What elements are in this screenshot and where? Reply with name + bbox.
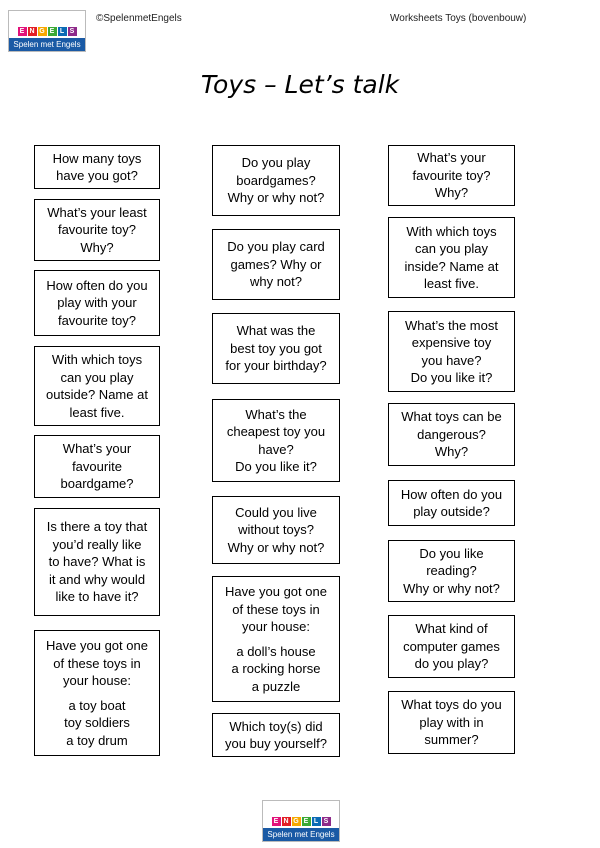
- card-line: it and why would: [48, 571, 146, 587]
- logo-letter: N: [283, 818, 289, 825]
- card-line: have you got?: [56, 168, 138, 183]
- card-line: What’s the most: [405, 317, 498, 333]
- card-line: Why or why not?: [227, 190, 325, 206]
- question-card: [212, 399, 340, 482]
- card-line: Why?: [434, 185, 469, 201]
- card-line: Do you like it?: [235, 459, 317, 474]
- copyright-text: ©SpelenmetEngels: [96, 13, 182, 24]
- logo-tagline: Spelen met Engels: [263, 828, 339, 841]
- card-line: Is there a toy that: [46, 519, 148, 535]
- question-card: [212, 229, 340, 300]
- card-line: why not?: [249, 274, 303, 290]
- card-line: boardgames?: [236, 172, 316, 188]
- card-line: expensive toy: [411, 335, 492, 350]
- logo-letter: N: [29, 28, 35, 35]
- worksheet-label: Worksheets Toys (bovenbouw): [390, 13, 527, 24]
- logo-letter: E: [18, 27, 27, 36]
- question-card: [388, 540, 515, 602]
- card-line: to have? What is: [48, 554, 146, 570]
- card-line: play with in: [419, 714, 484, 730]
- question-card: [388, 217, 515, 298]
- card-line: you’d really like: [52, 536, 142, 552]
- card-line: What toys can be: [401, 409, 502, 425]
- top-logo: [8, 10, 86, 52]
- question-card: [388, 145, 515, 206]
- card-line: Why?: [80, 239, 114, 255]
- question-card: [212, 145, 340, 216]
- question-card: [388, 403, 515, 466]
- card-line: computer games: [403, 638, 500, 654]
- card-line: favourite: [72, 458, 122, 474]
- card-line: inside? Name at: [404, 258, 499, 274]
- card-item: a doll’s house: [236, 643, 316, 659]
- card-line: play with your: [57, 295, 137, 311]
- question-card: [212, 576, 340, 702]
- footer-logo: [262, 800, 340, 842]
- logo-letter: L: [58, 27, 67, 36]
- card-line: your house:: [63, 673, 131, 688]
- card-line: Have you got one: [46, 638, 148, 653]
- card-line: summer?: [424, 732, 479, 748]
- card-line: How often do you: [46, 277, 148, 293]
- question-card: [212, 713, 340, 757]
- card-line: What’s your: [417, 150, 486, 166]
- card-line: without toys?: [238, 522, 314, 538]
- card-line: dangerous?: [417, 426, 486, 442]
- card-line: Why or why not?: [403, 580, 500, 596]
- card-item: a rocking horse: [231, 661, 321, 676]
- question-card: [34, 630, 160, 756]
- question-card: [34, 270, 160, 336]
- card-line: can you play: [415, 241, 488, 256]
- card-line: How often do you: [400, 486, 503, 502]
- logo-letter: E: [302, 817, 311, 826]
- logo-letters: [18, 27, 77, 36]
- logo-letter: E: [272, 817, 281, 826]
- card-item: a puzzle: [251, 678, 301, 694]
- card-line: What’s your: [62, 441, 132, 457]
- card-line: What toys do you: [401, 697, 502, 713]
- card-line: for your birthday?: [225, 358, 327, 374]
- logo-letter: S: [322, 817, 331, 826]
- card-line: Do you like: [419, 545, 484, 561]
- question-card: [388, 691, 515, 754]
- card-line: least five.: [424, 276, 479, 291]
- card-line: boardgame?: [60, 476, 134, 492]
- question-card: [34, 145, 160, 189]
- card-line: outside? Name at: [46, 387, 148, 402]
- logo-letters: [272, 817, 331, 826]
- logo-letter: L: [312, 817, 321, 826]
- question-card: [34, 435, 160, 498]
- card-line: Do you play card: [227, 239, 325, 255]
- card-item: a toy boat: [68, 697, 126, 713]
- question-card: [212, 496, 340, 564]
- question-card: [34, 508, 160, 616]
- card-line: like to have it?: [55, 589, 139, 605]
- card-line: play outside?: [413, 504, 490, 519]
- card-line: cheapest toy you: [226, 424, 326, 439]
- card-item: a toy drum: [66, 732, 128, 748]
- logo-letter: G: [39, 28, 45, 35]
- card-item: toy soldiers: [64, 715, 130, 730]
- question-card: [212, 313, 340, 384]
- card-line: With which toys: [51, 352, 143, 367]
- logo-letter: G: [293, 818, 299, 825]
- card-line: Have you got one: [225, 584, 327, 599]
- logo-letter: S: [68, 27, 77, 36]
- card-line: How many toys: [52, 150, 142, 166]
- card-line: favourite toy?: [57, 222, 137, 238]
- card-line: What’s the: [245, 406, 307, 422]
- card-line: you have?: [421, 352, 482, 368]
- card-line: best toy you got: [230, 340, 322, 356]
- card-line: you buy yourself?: [225, 736, 327, 751]
- question-card: [34, 199, 160, 261]
- card-line: What’s your least: [47, 204, 147, 220]
- card-line: have?: [258, 441, 294, 457]
- logo-tagline: Spelen met Engels: [9, 38, 85, 51]
- card-line: Do you like it?: [410, 370, 493, 385]
- card-line: With which toys: [406, 223, 497, 239]
- card-line: your house:: [242, 619, 310, 634]
- question-card: [388, 311, 515, 392]
- question-card: [34, 346, 160, 426]
- card-line: games? Why or: [230, 256, 322, 272]
- card-line: What was the: [236, 323, 316, 339]
- card-line: What kind of: [415, 621, 488, 637]
- card-line: Which toy(s) did: [229, 718, 323, 734]
- card-line: do you play?: [414, 656, 489, 672]
- card-line: of these toys in: [53, 655, 141, 671]
- card-line: favourite toy?: [57, 312, 137, 328]
- question-card: [388, 615, 515, 678]
- card-line: Do you play: [241, 155, 311, 171]
- question-card: [388, 480, 515, 526]
- card-line: least five.: [69, 404, 125, 420]
- card-line: reading?: [426, 563, 477, 579]
- page-title: Toys – Let’s talk: [200, 70, 400, 99]
- card-line: can you play: [60, 369, 134, 385]
- card-line: Why or why not?: [227, 539, 325, 555]
- card-line: of these toys in: [232, 601, 320, 617]
- logo-letter: E: [48, 27, 57, 36]
- card-line: Why?: [434, 444, 469, 460]
- card-line: favourite toy?: [412, 167, 491, 183]
- card-line: Could you live: [235, 504, 317, 520]
